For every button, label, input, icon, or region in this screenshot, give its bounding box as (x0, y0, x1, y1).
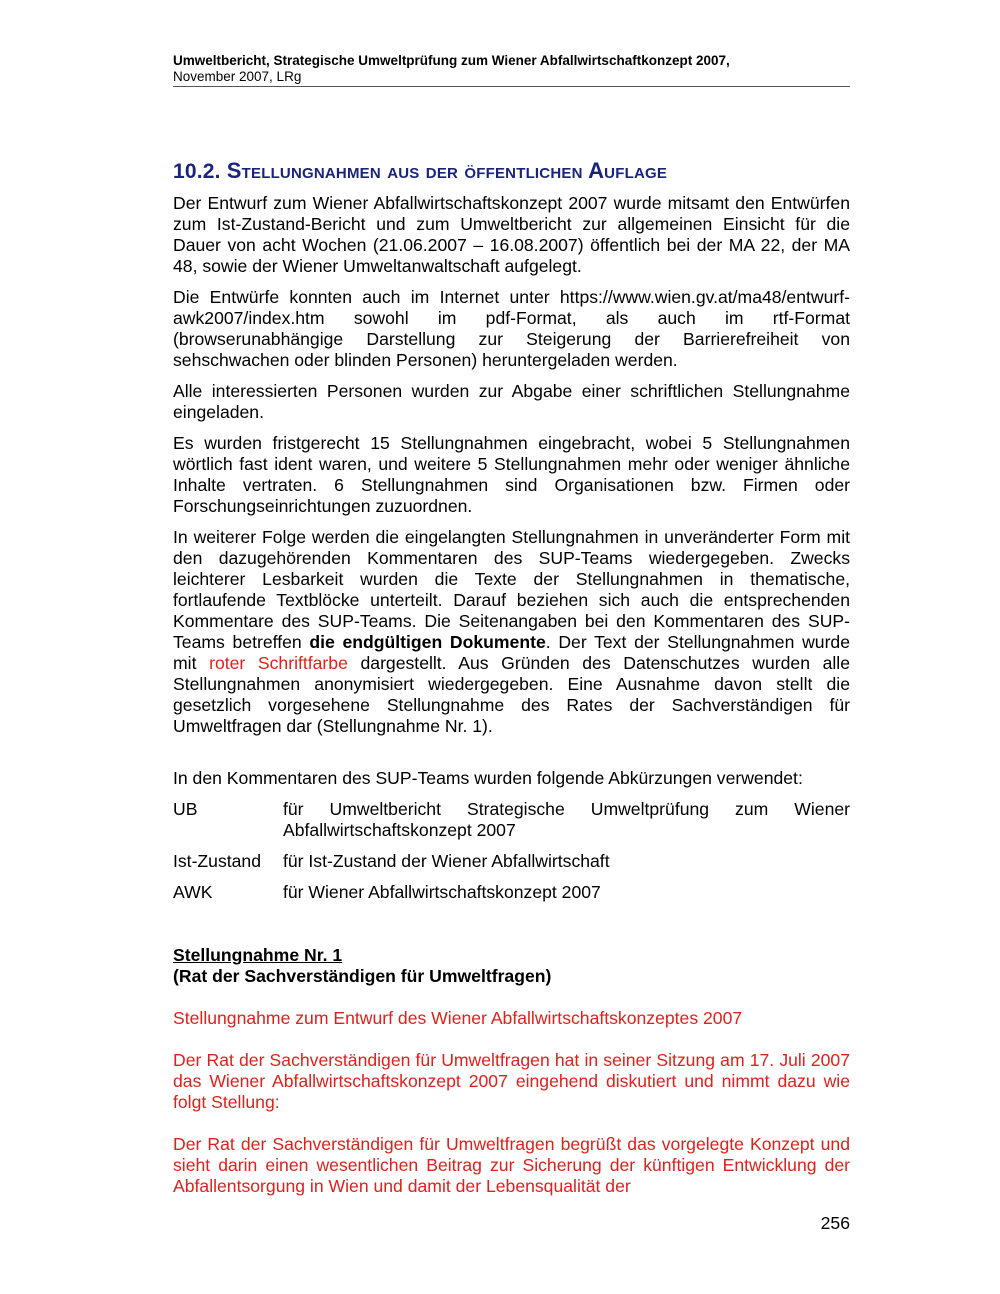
spacer (173, 987, 850, 1008)
abbreviation-row (173, 851, 850, 872)
document-body (173, 193, 850, 1207)
paragraph-statement-count: Es wurden fristgerecht 15 Stellungnahmen eingebracht, wobei 5 Stellungnahmen wörtlich fast ident waren, und weitere 5 Stellungnahmen mehr oder weniger ähnliche Inhalte vertraten. 6 Stellungnahmen sind Organisationen bzw. Firmen oder Forschungseinrichtungen zuzuordnen. (173, 433, 850, 516)
paragraph-invitation: Alle interessierten Personen wurden zur Abgabe einer schriftlichen Stellungnahme eingeladen. (173, 381, 850, 422)
section-title-text: Stellungnahmen aus der öffentlichen Auflage (226, 158, 668, 183)
abbreviation-key: Ist-Zustand (173, 851, 262, 871)
abbreviation-key: AWK (173, 882, 213, 902)
abbreviation-row (173, 882, 850, 903)
header-title: Umweltbericht, Strategische Umweltprüfung zum Wiener Abfallwirtschaftkonzept 2007, (173, 53, 730, 68)
spacer (173, 747, 850, 768)
statement-subtitle: (Rat der Sachverständigen für Umweltfragen) (173, 966, 552, 986)
paragraph-part: In weiterer Folge werden die eingelangten Stellungnahmen in unveränderter Form mit den dazugehörenden Kommentaren des SUP-Teams wiedergegeben. Zwecks leichterer Lesbarkeit wurden die Texte der Stellungnahmen in thematische, fortlaufende Textblöcke unterteilt. Darauf beziehen sich auch die entsprechenden Kommentare des SUP-Teams. Die Seitenangaben bei den Kommentaren des SUP-Teams betreffen (173, 527, 850, 652)
page-number: 256 (820, 1213, 850, 1233)
abbreviation-row (173, 799, 850, 841)
spacer (173, 1123, 850, 1134)
paragraph-part: dargestellt. Aus Gründen des Datenschutzes wurden alle Stellungnahmen anonymisiert wiedergegeben. Eine Ausnahme davon stellt die gesetzlich vorgesehene Stellungnahme des Rates der Sachverständigen für Umweltfragen dar (Stellungnahme Nr. 1). (173, 653, 851, 736)
spacer (173, 1039, 850, 1050)
paragraph-display-period: Der Entwurf zum Wiener Abfallwirtschaftskonzept 2007 wurde mitsamt den Entwürfen zum Ist-Zustand-Bericht und zum Umweltbericht zur allgemeinen Einsicht für die Dauer von acht Wochen (21.06.2007 – 16.08.2007) öffentlich bei der MA 22, der MA 48, sowie der Wiener Umweltanwaltschaft aufgelegt. (173, 193, 850, 276)
statement-red-heading: Stellungnahme zum Entwurf des Wiener Abfallwirtschaftskonzeptes 2007 (173, 1008, 743, 1028)
header-date: November 2007, LRg (173, 69, 302, 84)
statement-red-paragraph: Der Rat der Sachverständigen für Umweltfragen begrüßt das vorgelegte Konzept und sieht darin einen wesentlichen Beitrag zur Sicherung der künftigen Entwicklung der Abfallentsorgung in Wien und damit der Lebensqualität der (173, 1134, 850, 1196)
page-header (173, 53, 850, 87)
paragraph-part: . Der Text der Stellungnahmen wurde mit (173, 632, 850, 673)
abbreviation-value: für Ist-Zustand der Wiener Abfallwirtschaft (283, 851, 610, 871)
abbreviations-intro: In den Kommentaren des SUP-Teams wurden folgende Abkürzungen verwendet: (173, 768, 803, 788)
statement-red-paragraph: Der Rat der Sachverständigen für Umweltfragen hat in seiner Sitzung am 17. Juli 2007 das Wiener Abfallwirtschaftskonzept 2007 eingehend diskutiert und nimmt dazu wie folgt Stellung: (173, 1050, 850, 1112)
abbreviation-value: für Umweltbericht Strategische Umweltprüfung zum Wiener Abfallwirtschaftskonzept 2007 (283, 799, 850, 840)
section-number: 10.2. (173, 160, 221, 183)
statement-title: Stellungnahme Nr. 1 (173, 945, 343, 965)
bold-final-documents: die endgültigen Dokumente (309, 632, 546, 652)
abbreviation-value: für Wiener Abfallwirtschaftskonzept 2007 (283, 882, 601, 902)
statement-heading (173, 945, 850, 987)
red-text-label: roter Schriftfarbe (209, 653, 348, 673)
abbreviation-key: UB (173, 799, 198, 819)
spacer (173, 913, 850, 945)
section-heading (173, 158, 667, 184)
paragraph-presentation-method (173, 527, 850, 737)
paragraph-internet-download: Die Entwürfe konnten auch im Internet unter https://www.wien.gv.at/ma48/entwurf-awk2007/index.htm sowohl im pdf-Format, als auch im rtf-Format (browserunabhängige Darstellung zur Steigerung der Barrierefreiheit von sehschwachen oder blinden Personen) heruntergeladen werden. (173, 287, 850, 370)
